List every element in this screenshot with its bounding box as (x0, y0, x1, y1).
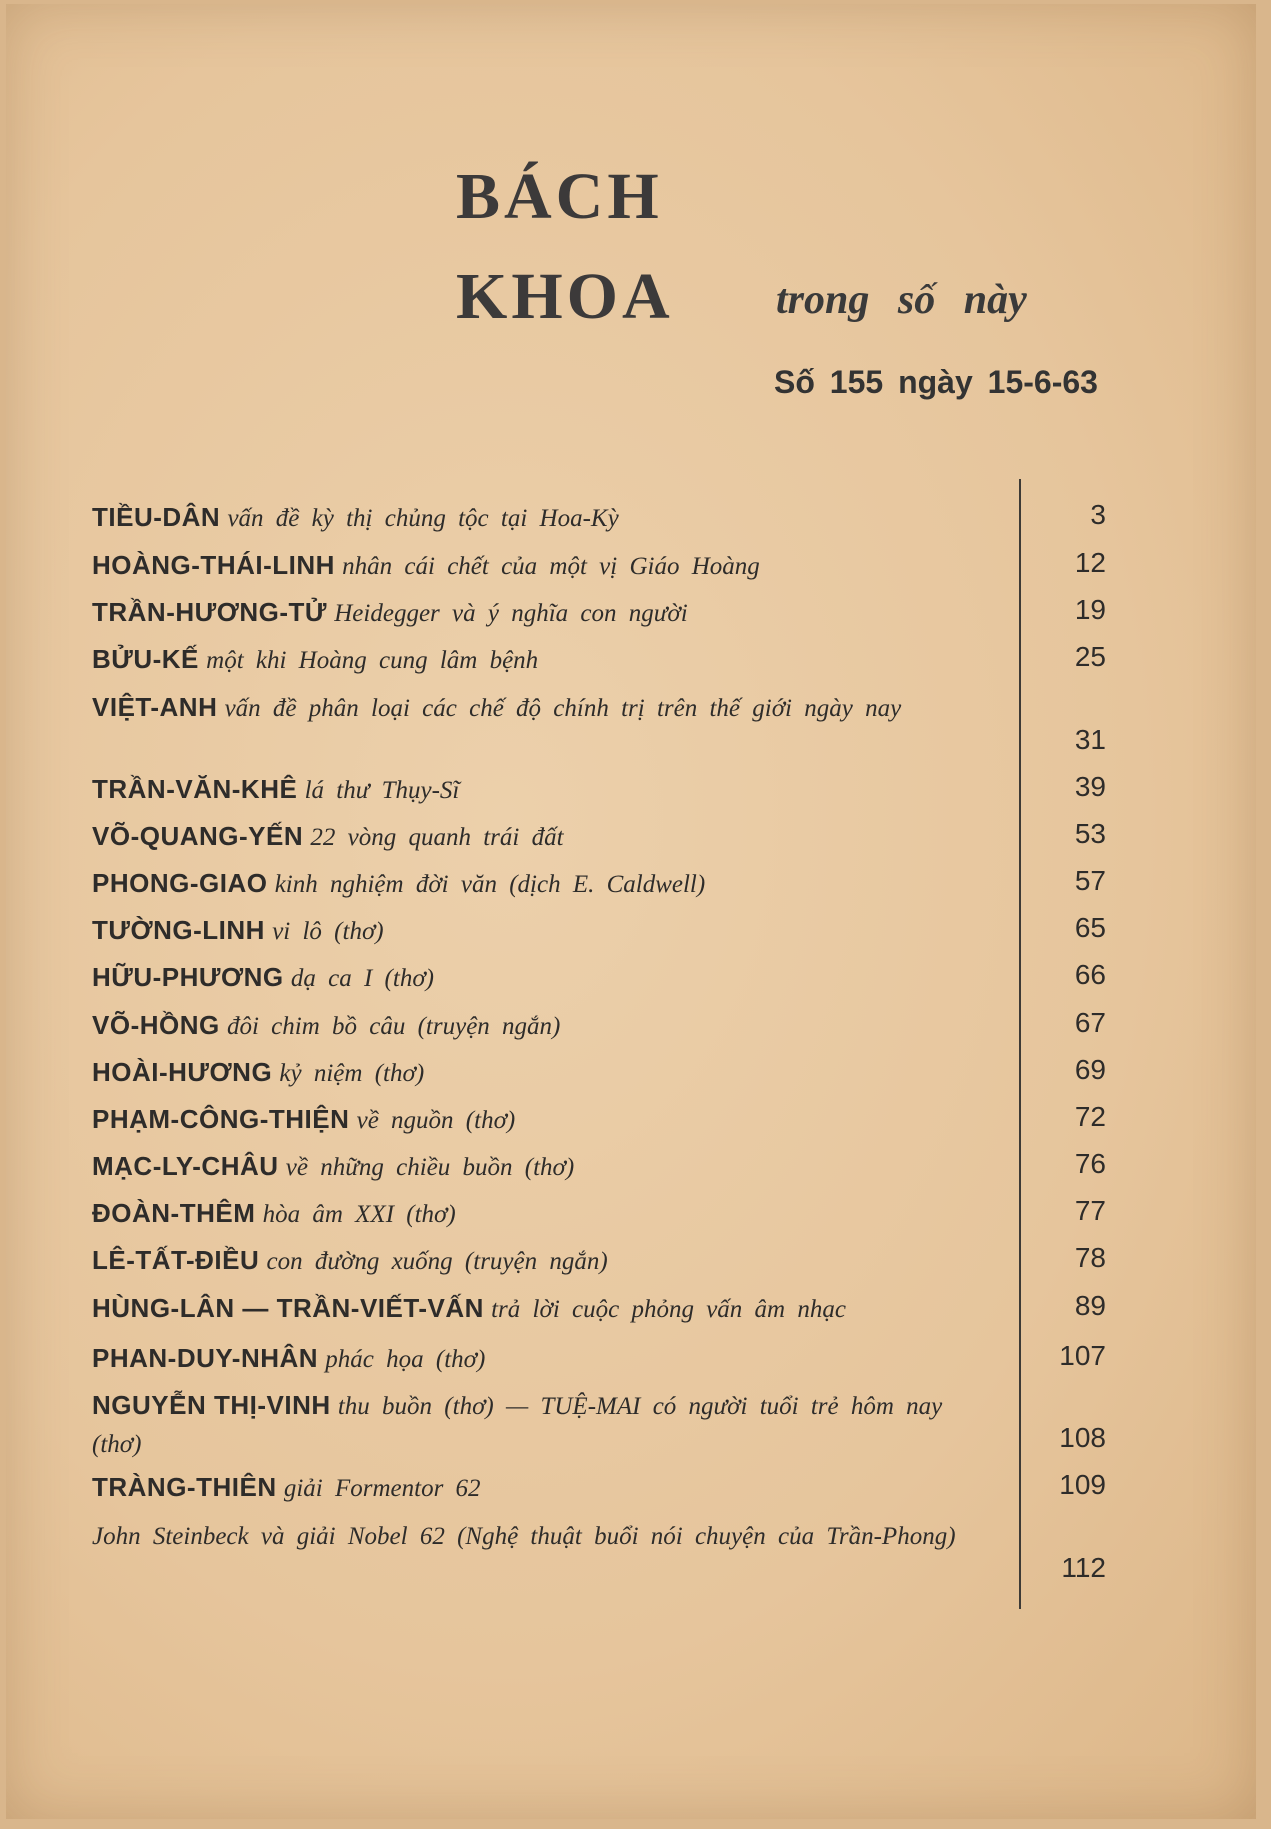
entry-page: 69 (1074, 1054, 1106, 1085)
entry-title: vấn đề phân loại các chế độ chính trị trên thế giới ngày nay (224, 695, 902, 722)
entry-title: Heidegger và ý nghĩa con người (334, 600, 688, 627)
issue-number: Số 155 ngày 15-6-63 (774, 364, 1098, 400)
entry-author: BỬU-KẾ (92, 644, 199, 674)
entry-title: hòa âm XXI (thơ) (262, 1201, 456, 1228)
toc-entry (92, 1517, 992, 1555)
column-divider (1019, 479, 1021, 1609)
toc-entry (92, 1242, 992, 1280)
toc-entry (92, 818, 992, 856)
entry-page: 72 (1074, 1101, 1106, 1132)
magazine-title-line1: BÁCH (456, 160, 663, 233)
entry-page: 39 (1074, 771, 1106, 802)
entry-page: 107 (1059, 1340, 1106, 1371)
toc-entry (92, 689, 992, 727)
toc-entry (92, 912, 992, 950)
entry-title: một khi Hoàng cung lâm bệnh (206, 647, 539, 674)
entry-page: 66 (1074, 959, 1106, 990)
entry-title: đôi chim bồ câu (truyện ngắn) (226, 1013, 561, 1040)
entry-page: 67 (1074, 1007, 1106, 1038)
entry-author: HỮU-PHƯƠNG (92, 962, 284, 992)
entry-author: VIỆT-ANH (92, 692, 218, 722)
entry-author: NGUYỄN THỊ-VINH (92, 1390, 331, 1420)
entry-title: 22 vòng quanh trái đất (310, 824, 564, 851)
entry-title: trả lời cuộc phỏng vấn âm nhạc (491, 1296, 846, 1323)
entry-author: HÙNG-LÂN — TRẦN-VIẾT-VẤN (92, 1293, 484, 1323)
entry-title: con đường xuống (truyện ngắn) (266, 1248, 608, 1275)
toc-entry (92, 1054, 992, 1092)
entry-page: 25 (1074, 641, 1106, 672)
entry-author: TƯỜNG-LINH (92, 915, 265, 945)
entry-title: nhân cái chết của một vị Giáo Hoàng (342, 553, 760, 580)
entry-page: 76 (1074, 1148, 1106, 1179)
toc-entry (92, 1387, 992, 1463)
entry-author: HOÀNG-THÁI-LINH (92, 550, 335, 580)
entry-author: TRẦN-HƯƠNG-TỬ (92, 597, 328, 627)
entry-author: VÕ-HỒNG (92, 1010, 220, 1040)
entry-page: 89 (1074, 1290, 1106, 1321)
entry-title: phác họa (thơ) (325, 1346, 486, 1373)
toc-entry (92, 499, 992, 537)
toc-entry (92, 547, 992, 585)
magazine-title-line2: KHOA (456, 260, 674, 333)
entry-title: thu buồn (thơ) — TUỆ-MAI có người tuổi trẻ hôm nay (thơ) (92, 1393, 943, 1458)
toc-entry (92, 1101, 992, 1139)
entry-title: lá thư Thụy-Sĩ (304, 777, 460, 804)
entry-page: 109 (1059, 1469, 1106, 1500)
entry-author: PHẠM-CÔNG-THIỆN (92, 1104, 350, 1134)
entry-title: kinh nghiệm đời văn (dịch E. Caldwell) (274, 871, 706, 898)
entry-title: vi lô (thơ) (272, 918, 384, 945)
toc-entry (92, 1469, 992, 1507)
entry-page: 77 (1074, 1195, 1106, 1226)
toc-entry (92, 1195, 992, 1233)
entry-author: TRẦN-VĂN-KHÊ (92, 774, 298, 804)
entry-page: 57 (1074, 865, 1106, 896)
entry-author: VÕ-QUANG-YẾN (92, 821, 304, 851)
entry-title: kỷ niệm (thơ) (279, 1060, 425, 1087)
entry-title: giải Formentor 62 (283, 1475, 481, 1502)
entry-page: 19 (1074, 594, 1106, 625)
toc-entry (92, 959, 992, 997)
toc-entry (92, 1340, 992, 1378)
entry-author: ĐOÀN-THÊM (92, 1198, 256, 1228)
entry-page: 78 (1074, 1242, 1106, 1273)
entry-page: 53 (1074, 818, 1106, 849)
entry-author: TIỀU-DÂN (92, 502, 221, 532)
toc-entry (92, 594, 992, 632)
toc-entry (92, 1290, 992, 1328)
entry-title: về nguồn (thơ) (356, 1107, 516, 1134)
toc-entry (92, 1007, 992, 1045)
entry-title: về những chiều buồn (thơ) (285, 1154, 575, 1181)
entry-page: 112 (1061, 1552, 1106, 1583)
entry-author: LÊ-TẤT-ĐIỀU (92, 1245, 260, 1275)
magazine-page (6, 4, 1256, 1819)
toc-entry (92, 1148, 992, 1186)
entry-page: 31 (1074, 724, 1106, 755)
entry-page: 12 (1074, 547, 1106, 578)
entry-author: PHAN-DUY-NHÂN (92, 1343, 319, 1373)
toc-entry (92, 641, 992, 679)
entry-page: 65 (1074, 912, 1106, 943)
entry-author: TRÀNG-THIÊN (92, 1472, 277, 1502)
entry-page: 108 (1059, 1422, 1106, 1453)
entry-title: John Steinbeck và giải Nobel 62 (Nghệ thuật buổi nói chuyện của Trần-Phong) (92, 1523, 956, 1550)
entry-author: HOÀI-HƯƠNG (92, 1057, 273, 1087)
entry-page: 3 (1090, 499, 1106, 530)
contents-heading: trong số này (776, 277, 1027, 323)
toc-entry (92, 865, 992, 903)
entry-author: PHONG-GIAO (92, 868, 268, 898)
toc-entry (92, 771, 992, 809)
entry-author: MẠC-LY-CHÂU (92, 1151, 279, 1181)
entry-title: vấn đề kỳ thị chủng tộc tại Hoa-Kỳ (227, 505, 619, 532)
entry-title: dạ ca I (thơ) (290, 965, 435, 992)
